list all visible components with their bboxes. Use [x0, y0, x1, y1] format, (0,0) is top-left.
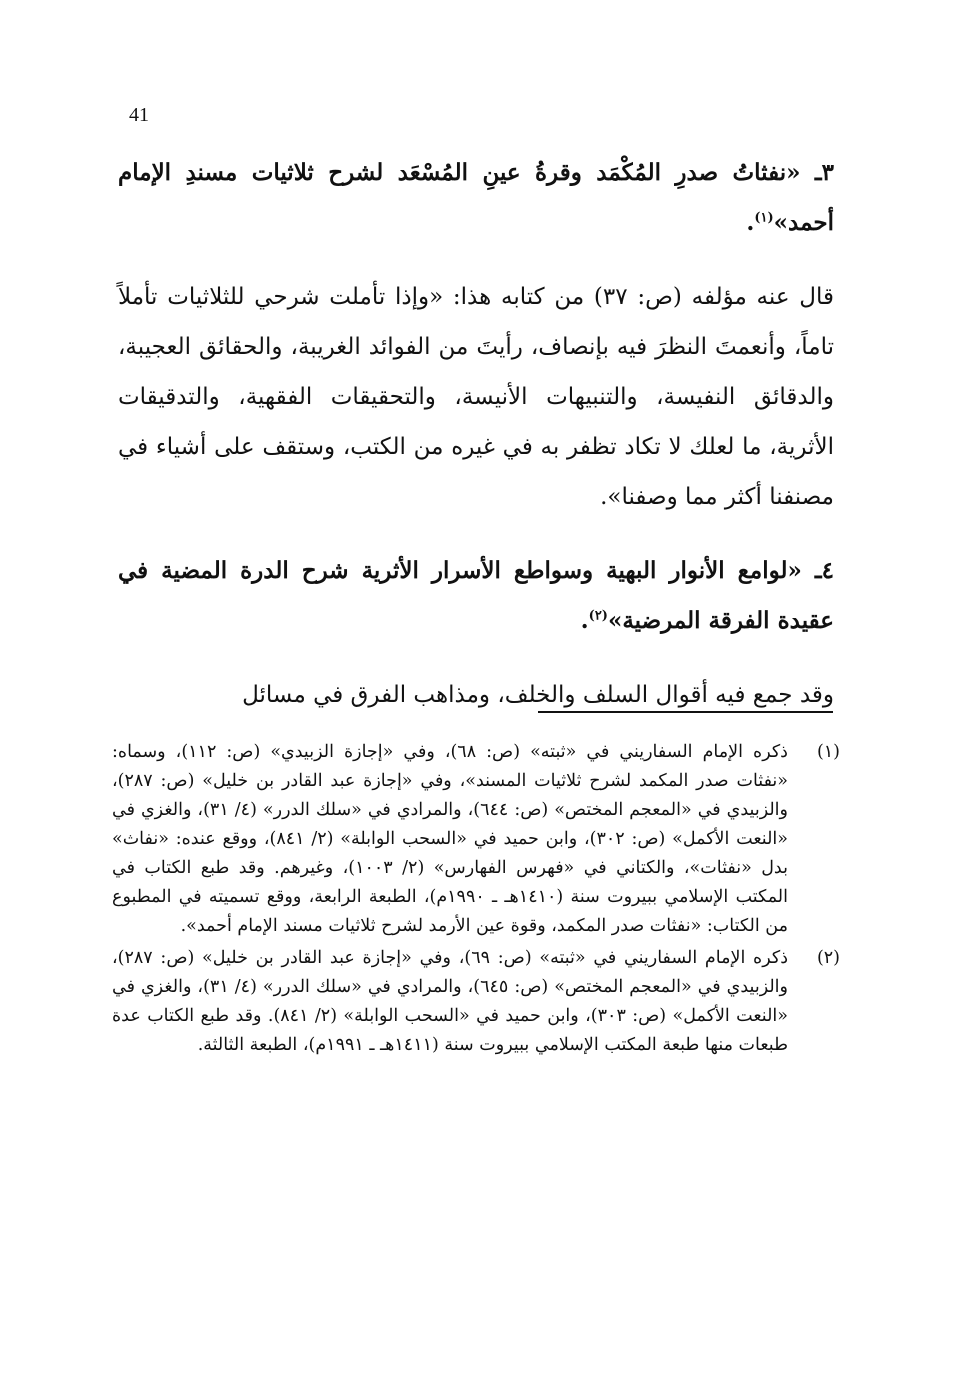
main-text: [118, 148, 834, 720]
footnote-number: (٢): [816, 948, 840, 968]
paragraph-quote: قال عنه مؤلفه (ص: ٣٧) من كتابه هذا: «وإذا تأملت شرحي للثلاثيات تأملاً تاماً، وأنعمتَ النظرَ فيه بإنصاف، رأيتَ من الفوائد الغريبة، والحقائق العجيبة، والدقائق النفيسة، والتنبيهات الأنيسة، والتحقيقات الفقهية، والتدقيقات الأثرية، ما لعلك لا تكاد تظفر به في غيره من الكتب، وستقف على أشياء في مصنفنا أكثر مما وصفنا».: [118, 284, 834, 510]
item-4-heading: ٤ـ «لوامع الأنوار البهية وسواطع الأسرار الأثرية شرح الدرة المضية في عقيدة الفرقة المرضية»$^{(٢)}$.: [118, 557, 834, 634]
footnote-number: (١): [816, 742, 840, 762]
footnote-1: [112, 738, 840, 941]
item-3-heading: ٣ـ «نفثاتُ صدرِ المُكْمَد وقرةُ عينِ المُسْعَد لشرح ثلاثيات مسندِ الإمام أحمد»$^{(١)}$.: [118, 159, 834, 236]
paragraph-continuation: وقد جمع فيه أقوال السلف والخلف، ومذاهب الفرق في مسائل: [242, 682, 834, 708]
item-3-title: ٣ـ «نفثاتُ صدرِ المُكْمَد وقرةُ عينِ المُسْعَد لشرح ثلاثيات مسندِ الإمام أحمد»: [118, 159, 834, 236]
footnote-divider: [538, 711, 833, 713]
page-number: 41: [129, 104, 149, 126]
footnote-ref-2: (٢): [588, 608, 608, 624]
footnote-text: ذكره الإمام السفاريني في «ثبته» (ص: ٦٩)، وفي «إجازة عبد القادر بن خليل» (ص: ٢٨٧)، والزبيدي في «المعجم المختص» (ص: ٦٤٥)، والمرادي في «سلك الدرر» (٤/ ٣١)، والغزي في «النعت الأكمل» (ص: ٣٠٣)، وابن حميد في «السحب الوابلة» (٢/ ٨٤١). وقد طبع الكتاب عدة طبعات منها طبعة المكتب الإسلامي ببيروت سنة (١٤١١هـ ـ ١٩٩١م)، الطبعة الثالثة.: [112, 948, 788, 1055]
footnotes: [112, 738, 840, 1063]
item-4-title: ٤ـ «لوامع الأنوار البهية وسواطع الأسرار الأثرية شرح الدرة المضية في عقيدة الفرقة المرضية»: [118, 557, 834, 634]
footnote-2: [112, 944, 840, 1060]
footnote-ref-1: (١): [754, 210, 774, 226]
footnote-text: ذكره الإمام السفاريني في «ثبته» (ص: ٦٨)، وفي «إجازة الزبيدي» (ص: ١١٢)، وسماه: «نفثات صدر المكمد لشرح ثلاثيات المسند»، وفي «إجازة عبد القادر بن خليل» (ص: ٢٨٧)، والزبيدي في «المعجم المختص» (ص: ٦٤٤)، والمرادي في «سلك الدرر» (٤/ ٣١)، والغزي في «النعت الأكمل» (ص: ٣٠٢)، وابن حميد في «السحب الوابلة» (٢/ ٨٤١)، ووقع عنده: «نفاث» بدل «نفثات»، والكتاني في «فهرس الفهارس» (٢/ ١٠٠٣)، وغيرهم. وقد طبع الكتاب في المكتب الإسلامي ببيروت سنة (١٤١٠هـ ـ ١٩٩٠م)، الطبعة الرابعة، ووقع تسميته في المطبوع من الكتاب: «نفثات صدر المكمد، وقوة عين الأرمد لشرح ثلاثيات مسند الإمام أحمد».: [112, 742, 789, 936]
